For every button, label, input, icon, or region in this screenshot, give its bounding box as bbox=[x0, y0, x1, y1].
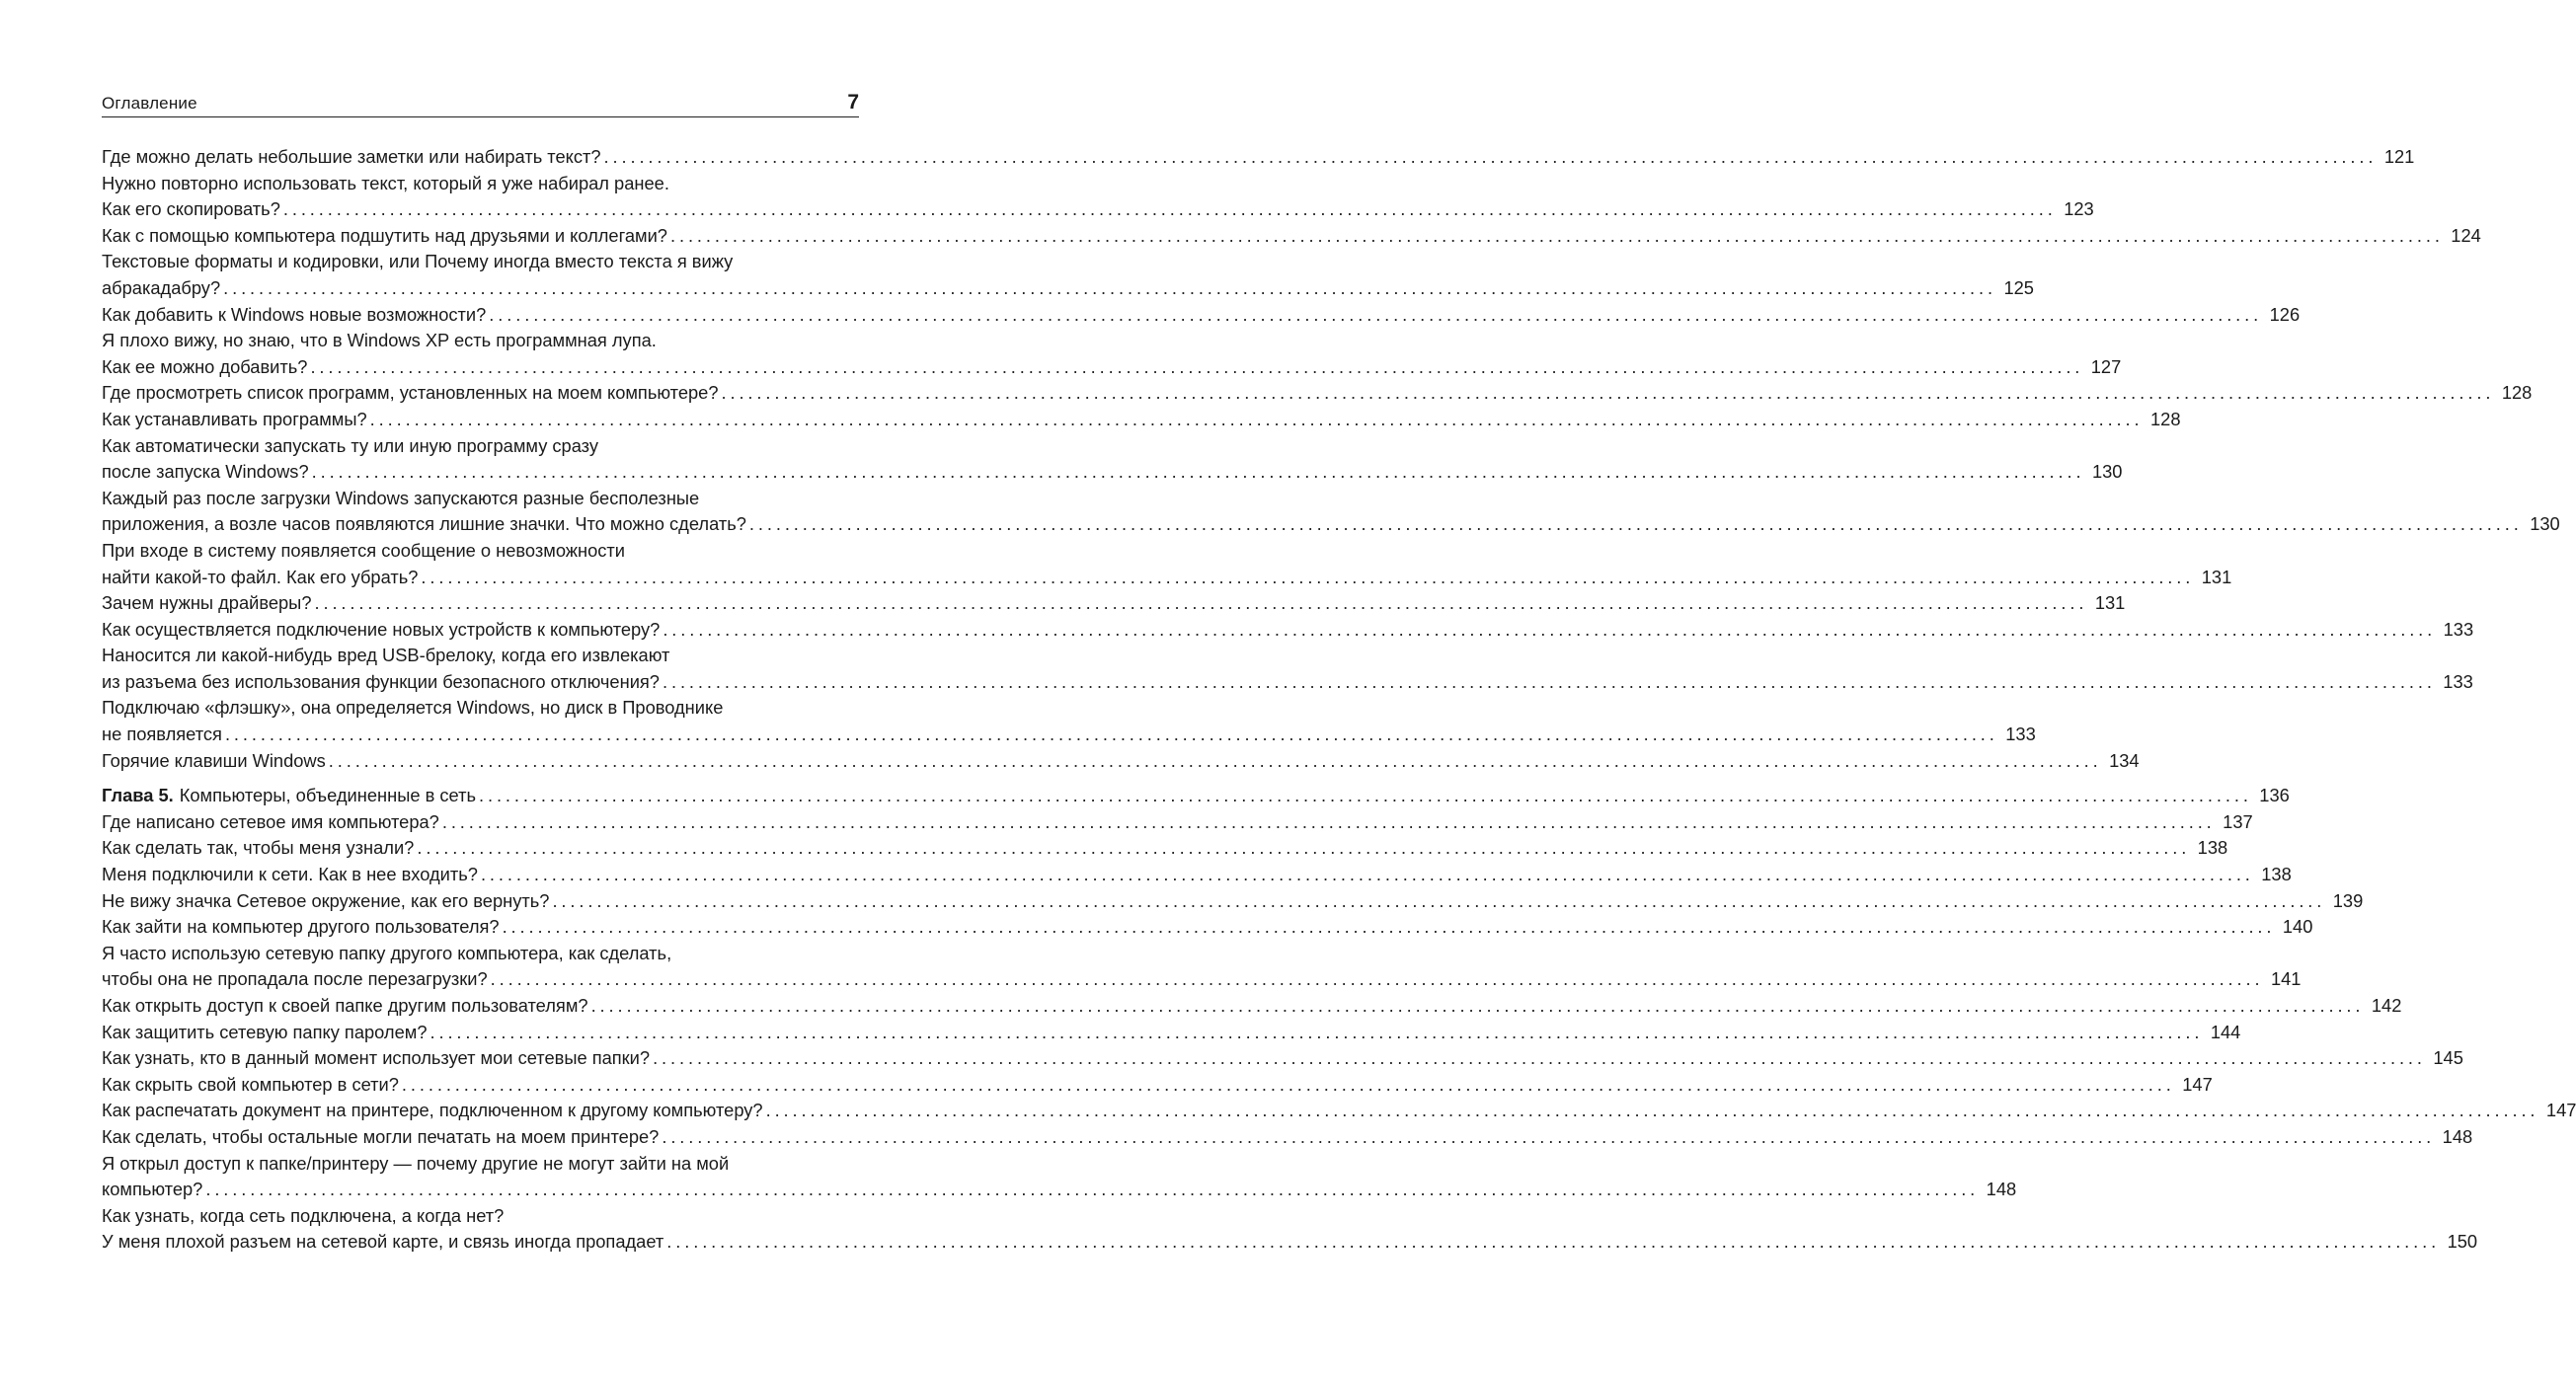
leader-dots bbox=[653, 1045, 2426, 1072]
toc-entry-line bbox=[102, 888, 2364, 915]
toc-entry-line bbox=[102, 144, 2415, 171]
toc-page-number: 147 bbox=[2545, 1100, 2576, 1121]
toc-entry-line bbox=[102, 835, 2228, 862]
toc-page-number: 121 bbox=[2383, 146, 2415, 167]
toc-entry bbox=[102, 171, 2094, 223]
toc-entry-title bbox=[102, 1045, 650, 1072]
toc-entry bbox=[102, 835, 2228, 862]
toc-entry-line bbox=[102, 914, 2313, 941]
toc-entry-line bbox=[102, 1072, 2213, 1099]
toc-entry-line bbox=[102, 722, 2036, 748]
toc-entry-title bbox=[102, 888, 549, 915]
toc-entry-line bbox=[102, 223, 2481, 250]
toc-entry-text: из разъема без использования функции безопасного отключения? bbox=[102, 670, 660, 692]
toc-entry bbox=[102, 302, 2301, 329]
toc-entry bbox=[102, 748, 2140, 775]
leader-dots bbox=[329, 748, 2102, 775]
leader-dots bbox=[552, 888, 2325, 915]
toc-entry bbox=[102, 1151, 2017, 1203]
toc-entry-text: Где можно делать небольшие заметки или набирать текст? bbox=[102, 146, 601, 167]
toc-entry bbox=[102, 328, 2122, 380]
leader-dots bbox=[402, 1072, 2175, 1099]
leader-dots bbox=[370, 407, 2144, 433]
toc-entry-text: Как распечатать документ на принтере, подключенном к другому компьютеру? bbox=[102, 1100, 763, 1121]
leader-dots bbox=[766, 1098, 2539, 1124]
toc-entry bbox=[102, 643, 2473, 695]
leader-dots bbox=[749, 511, 2523, 538]
toc-entry-title bbox=[102, 380, 719, 407]
leader-dots bbox=[481, 862, 2254, 888]
toc-entry bbox=[102, 993, 2402, 1020]
leader-dots bbox=[310, 354, 2083, 381]
toc-entry-line bbox=[102, 1124, 2473, 1151]
toc-page-number: 128 bbox=[2501, 382, 2533, 404]
toc-page-number: 148 bbox=[1986, 1179, 2017, 1200]
toc-entry-text: Где написано сетевое имя компьютера? bbox=[102, 810, 439, 832]
toc-entry bbox=[102, 809, 2253, 836]
toc-page-number: 136 bbox=[2259, 785, 2290, 806]
toc-entry bbox=[102, 486, 2560, 538]
toc-entry-line bbox=[102, 783, 2290, 809]
leader-dots bbox=[722, 380, 2495, 407]
toc-entry bbox=[102, 862, 2292, 888]
leader-dots bbox=[225, 722, 1998, 748]
leader-dots bbox=[479, 783, 2252, 809]
toc-page-number: 141 bbox=[2270, 968, 2302, 990]
toc-page-number: 137 bbox=[2223, 810, 2253, 832]
toc-page-number: 147 bbox=[2182, 1073, 2213, 1095]
toc-entry-title bbox=[102, 722, 222, 748]
toc-entry-line bbox=[102, 354, 2122, 381]
toc-entry-text: Как добавить к Windows новые возможности? bbox=[102, 303, 487, 325]
toc-entry-text: Как сделать, чтобы остальные могли печатать на моем принтере? bbox=[102, 1125, 660, 1147]
toc-entry bbox=[102, 941, 2302, 993]
toc-entry-text: Горячие клавиши Windows bbox=[102, 749, 326, 771]
toc-entry-title bbox=[102, 565, 418, 591]
toc-page-number: 130 bbox=[2091, 461, 2123, 483]
page-number: 7 bbox=[847, 91, 859, 114]
toc-page-number: 142 bbox=[2371, 995, 2402, 1016]
toc-entry-line bbox=[102, 302, 2301, 329]
leader-dots bbox=[604, 144, 2378, 171]
toc-entry-title bbox=[102, 1020, 428, 1046]
toc-entry bbox=[102, 1072, 2213, 1099]
toc-entry-text: Как скрыть свой компьютер в сети? bbox=[102, 1073, 399, 1095]
leader-dots bbox=[491, 966, 2264, 993]
toc-entry-title bbox=[102, 914, 500, 941]
toc-entry-text: Каждый раз после загрузки Windows запускаются разные бесполезные bbox=[102, 487, 700, 508]
toc-entry-line bbox=[102, 275, 2034, 302]
toc-entry-line bbox=[102, 459, 2123, 486]
leader-dots bbox=[417, 835, 2190, 862]
toc-page-number: 130 bbox=[2530, 513, 2560, 535]
toc-entry bbox=[102, 617, 2474, 644]
toc-entry-text: Как открыть доступ к своей папке другим пользователям? bbox=[102, 995, 588, 1016]
leader-dots bbox=[591, 993, 2365, 1020]
toc-entry-title bbox=[102, 966, 488, 993]
toc-entry-text: При входе в систему появляется сообщение о невозможности bbox=[102, 539, 626, 561]
leader-dots bbox=[670, 223, 2444, 250]
toc-entry-title bbox=[102, 669, 660, 696]
toc-entry bbox=[102, 1045, 2463, 1072]
toc-entry-line bbox=[102, 407, 2181, 433]
toc-entry-line bbox=[102, 1020, 2241, 1046]
toc-page-number: 138 bbox=[2197, 837, 2228, 859]
leader-dots bbox=[663, 669, 2436, 696]
toc-page-number: 128 bbox=[2149, 408, 2181, 429]
toc-entry-line bbox=[102, 617, 2474, 644]
toc-entry-text: компьютер? bbox=[102, 1179, 203, 1200]
toc-entry-line bbox=[102, 669, 2473, 696]
toc-entry-text: Компьютеры, объединенные в сеть bbox=[179, 785, 476, 806]
leader-dots bbox=[489, 302, 2262, 329]
toc-entry-text: чтобы она не пропадала после перезагрузки? bbox=[102, 968, 488, 990]
toc-entry-text: Подключаю «флэшку», она определяется Windows, но диск в Проводнике bbox=[102, 697, 724, 719]
leader-dots bbox=[223, 275, 1996, 302]
leader-dots bbox=[663, 617, 2436, 644]
toc-page-number: 131 bbox=[2094, 592, 2126, 614]
toc-entry-title bbox=[102, 835, 414, 862]
toc-entry-title bbox=[102, 354, 307, 381]
toc-entry-line bbox=[102, 590, 2126, 617]
leader-dots bbox=[430, 1020, 2204, 1046]
toc-page-number: 139 bbox=[2332, 889, 2364, 911]
toc-entry-text: приложения, а возле часов появляются лишние значки. Что можно сделать? bbox=[102, 513, 746, 535]
toc-entry-text: Как автоматически запускать ту или иную программу сразу bbox=[102, 434, 599, 456]
toc-entry-title bbox=[102, 1229, 664, 1256]
toc-entry bbox=[102, 249, 2034, 301]
toc-entry-line bbox=[102, 862, 2292, 888]
toc-entry-title bbox=[102, 862, 478, 888]
leader-dots bbox=[312, 459, 2085, 486]
toc-page-number: 125 bbox=[2003, 276, 2034, 298]
toc-entry-title bbox=[102, 302, 486, 329]
toc-entry-title bbox=[102, 617, 660, 644]
leader-dots bbox=[205, 1177, 1979, 1203]
toc-entry-text: Зачем нужны драйверы? bbox=[102, 592, 312, 614]
toc-entry-title bbox=[102, 1177, 202, 1203]
toc-entry bbox=[102, 888, 2364, 915]
toc-entry-text: Как устанавливать программы? bbox=[102, 408, 367, 429]
toc-entry-title bbox=[102, 1098, 763, 1124]
toc-entry-text: абракадабру? bbox=[102, 276, 221, 298]
toc-entry-line bbox=[102, 809, 2253, 836]
toc-entry-text: Где просмотреть список программ, установленных на моем компьютере? bbox=[102, 382, 719, 404]
leader-dots bbox=[442, 809, 2216, 836]
toc-page-number: 133 bbox=[2443, 670, 2473, 692]
toc-entry bbox=[102, 407, 2181, 433]
toc-entry-title bbox=[102, 407, 367, 433]
toc-entry-title bbox=[102, 783, 476, 809]
toc-entry bbox=[102, 144, 2415, 171]
toc-entry-title bbox=[102, 590, 312, 617]
toc-page-number: 134 bbox=[2109, 749, 2140, 771]
toc-entry bbox=[102, 380, 2533, 407]
toc-entry bbox=[102, 695, 2036, 747]
toc-entry-line bbox=[102, 748, 2140, 775]
toc-page-number: 144 bbox=[2210, 1021, 2241, 1042]
leader-dots bbox=[283, 196, 2057, 223]
toc-entry-line bbox=[102, 565, 2232, 591]
toc-entry-text: Не вижу значка Сетевое окружение, как его вернуть? bbox=[102, 889, 550, 911]
toc-entry bbox=[102, 1020, 2241, 1046]
leader-dots bbox=[503, 914, 2276, 941]
toc-entry-text: Как с помощью компьютера подшутить над друзьями и коллегами? bbox=[102, 224, 667, 246]
toc-entry-text: Как узнать, кто в данный момент использует мои сетевые папки? bbox=[102, 1047, 651, 1069]
toc-page-number: 133 bbox=[2005, 724, 2036, 745]
leader-dots bbox=[662, 1124, 2435, 1151]
toc-entry-text: Как ее можно добавить? bbox=[102, 355, 308, 377]
toc-entry-line bbox=[102, 380, 2533, 407]
toc-entry-title bbox=[102, 809, 439, 836]
table-of-contents bbox=[102, 144, 2576, 1256]
toc-entry-text: Я часто использую сетевую папку другого компьютера, как сделать, bbox=[102, 942, 672, 963]
toc-entry-title bbox=[102, 275, 220, 302]
chapter-label: Глава 5. bbox=[102, 785, 174, 806]
toc-chapter-entry bbox=[102, 783, 2290, 809]
toc-entry-line bbox=[102, 966, 2302, 993]
toc-entry-text: Как его скопировать? bbox=[102, 198, 280, 220]
toc-entry-text: Я плохо вижу, но знаю, что в Windows XP есть программная лупа. bbox=[102, 330, 657, 351]
toc-page-number: 133 bbox=[2443, 618, 2474, 640]
toc-page-number: 150 bbox=[2447, 1231, 2478, 1253]
toc-entry-title bbox=[102, 1124, 659, 1151]
toc-entry bbox=[102, 914, 2313, 941]
toc-entry-title bbox=[102, 223, 667, 250]
toc-entry-text: Как узнать, когда сеть подключена, а когда нет? bbox=[102, 1204, 505, 1226]
toc-entry-text: Меня подключили к сети. Как в нее входить? bbox=[102, 864, 478, 885]
toc-entry-line bbox=[102, 1045, 2463, 1072]
leader-dots bbox=[666, 1229, 2440, 1256]
toc-entry-line bbox=[102, 196, 2094, 223]
toc-entry-line bbox=[102, 993, 2402, 1020]
toc-entry-text: У меня плохой разъем на сетевой карте, и связь иногда пропадает bbox=[102, 1231, 664, 1253]
toc-entry-text: Как сделать так, чтобы меня узнали? bbox=[102, 837, 415, 859]
toc-entry-text: Как защитить сетевую папку паролем? bbox=[102, 1021, 428, 1042]
toc-entry-line bbox=[102, 511, 2560, 538]
toc-entry-title bbox=[102, 144, 601, 171]
toc-entry bbox=[102, 1124, 2473, 1151]
toc-page-number: 126 bbox=[2269, 303, 2301, 325]
toc-entry-text: Текстовые форматы и кодировки, или Почему иногда вместо текста я вижу bbox=[102, 251, 734, 272]
toc-entry-text: Я открыл доступ к папке/принтеру — почему другие не могут зайти на мой bbox=[102, 1152, 730, 1174]
toc-entry-line bbox=[102, 1177, 2017, 1203]
toc-entry-title bbox=[102, 196, 280, 223]
toc-entry-title bbox=[102, 993, 588, 1020]
toc-entry-title bbox=[102, 511, 746, 538]
toc-entry-title bbox=[102, 459, 309, 486]
toc-entry-text: Нужно повторно использовать текст, который я уже набирал ранее. bbox=[102, 172, 669, 193]
toc-entry bbox=[102, 1203, 2478, 1256]
toc-entry-text: после запуска Windows? bbox=[102, 461, 309, 483]
toc-entry-line bbox=[102, 1229, 2478, 1256]
toc-entry bbox=[102, 433, 2123, 486]
toc-entry-text: не появляется bbox=[102, 724, 222, 745]
leader-dots bbox=[421, 565, 2194, 591]
toc-page-number: 131 bbox=[2201, 566, 2232, 587]
toc-page-number: 127 bbox=[2090, 355, 2122, 377]
toc-page-number: 140 bbox=[2282, 916, 2313, 938]
toc-entry-title bbox=[102, 1072, 399, 1099]
toc-page-number: 124 bbox=[2451, 224, 2481, 246]
running-head: Оглавление bbox=[102, 94, 197, 113]
toc-page-number: 148 bbox=[2442, 1125, 2473, 1147]
toc-entry-title bbox=[102, 748, 326, 775]
toc-page-number: 123 bbox=[2064, 198, 2094, 220]
toc-entry bbox=[102, 223, 2481, 250]
toc-entry bbox=[102, 1098, 2576, 1124]
toc-entry-text: Как зайти на компьютер другого пользователя? bbox=[102, 916, 500, 938]
toc-entry-text: Наносится ли какой-нибудь вред USB-брелоку, когда его извлекают bbox=[102, 645, 670, 666]
toc-page-number: 138 bbox=[2261, 864, 2292, 885]
toc-page-number: 145 bbox=[2433, 1047, 2463, 1069]
page-header bbox=[102, 87, 859, 117]
toc-entry-line bbox=[102, 1098, 2576, 1124]
toc-entry bbox=[102, 590, 2126, 617]
toc-entry-text: Как осуществляется подключение новых устройств к компьютеру? bbox=[102, 618, 661, 640]
leader-dots bbox=[315, 590, 2088, 617]
toc-entry-text: найти какой-то файл. Как его убрать? bbox=[102, 566, 419, 587]
toc-entry bbox=[102, 538, 2232, 590]
